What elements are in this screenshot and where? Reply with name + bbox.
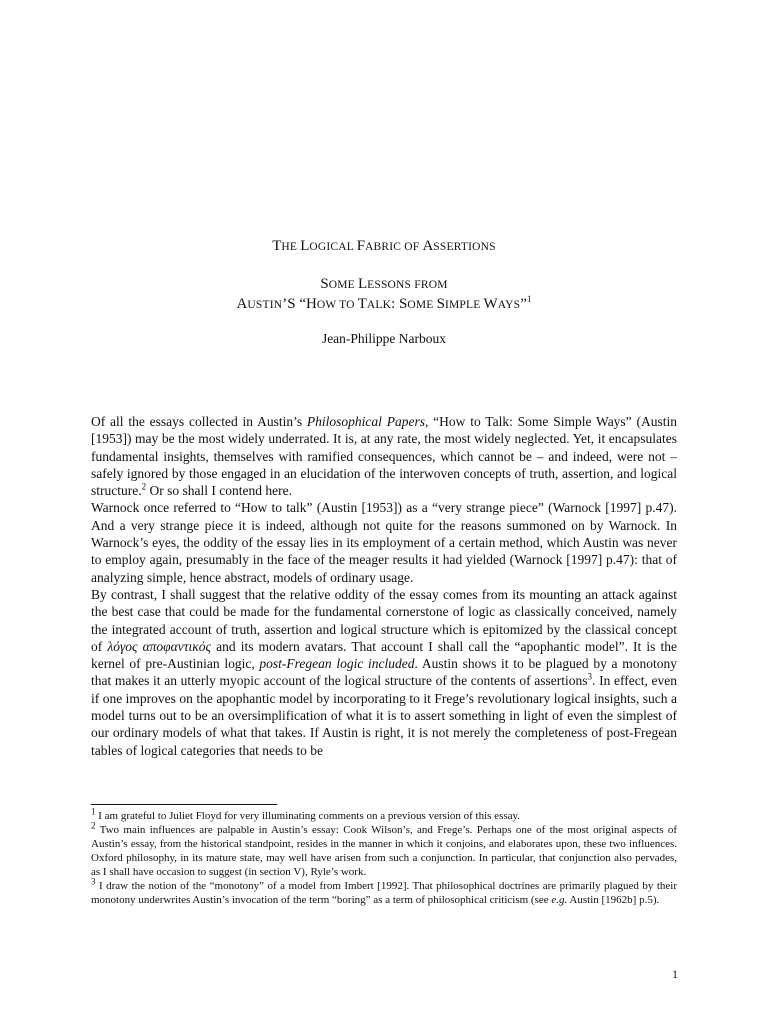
paper-subtitle-line-2: AUSTIN’S “HOW TO TALK: SOME SIMPLE WAYS”$^1$ [236,294,532,312]
footnote-marker-1: 1 [526,294,532,304]
paragraph-3: By contrast, I shall suggest that the relative oddity of the essay comes from its mounting an attack against the best case that could be made for the fundamental cornerstone of logic as classically conceived, namely the integrated account of truth, assertion and logical structure which is epitomized by the classical concept of λόγος αποφαντικός and its modern avatars. That account I shall call the “apophantic model”. It is the kernel of pre-Austinian logic, post-Fregean logic included. Austin shows it to be plagued by a monotony that makes it an utterly myopic account of the logical structure of the contents of assertions$^3$. In effect, even if one improves on the apophantic model by incorporating to it Frege’s revolutionary logical insights, such a model turns out to be an oversimplification of what it is to assert something in light of even the simplest of our ordinary models of what that takes. If Austin is right, it is not merely the completeness of post-Fregean tables of logical categories that needs to be [91,586,677,758]
paragraph-1: Of all the essays collected in Austin’s Philosophical Papers, “How to Talk: Some Simple Ways” (Austin [1953]) may be the most widely underrated. It is, at any rate, the most widely neglected. Yet, it encapsulates fundamental insights, themselves with ramified consequences, which cannot be – and indeed, were not – safely ignored by those engaged in an elucidation of the interwoven concepts of truth, assertion, and logical structure.$^2$ Or so shall I contend here. [91,414,677,499]
footnote-3: $^3$ I draw the notion of the “monotony” of a model from Imbert [1992]. That philosophical doctrines are primarily plagued by their monotony underwrites Austin’s invocation of the term “boring” as a term of philosophical criticism (see e.g. Austin [1962b] p.5). [91,876,677,906]
paper-subtitle-line-1: SOME LESSONS FROM [320,276,448,292]
footnote-1: $^1$ I am grateful to Juliet Floyd for very illuminating comments on a previous version of this essay. [91,806,521,822]
body-text [91,413,677,759]
footnote-marker-3: 3 [587,671,593,682]
footnotes [91,806,677,907]
footnote-2: $^2$ Two main influences are palpable in Austin’s essay: Cook Wilson’s, and Frege’s. Perhaps one of the most original aspects of Austin’s essay, from the historical standpoint, resides in the manner in which it conjoins, and elaborates upon, these two influences. Oxford philosophy, in its mature state, may well have arisen from such a conjunction. In particular, that conjunction also pervades, as I shall have occasion to suggest (in section V), Ryle’s work. [91,820,677,878]
footnote-marker-2: 2 [141,481,147,492]
footnote-separator [91,804,277,805]
paragraph-2: Warnock once referred to “How to talk” (Austin [1953]) as a “very strange piece” (Warnock [1997] p.47). And a very strange piece it is indeed, although not quite for the reasons summoned on by Warnock. In Warnock’s eyes, the oddity of the essay lies in its employment of a certain method, which Austin was never to employ again, presumably in the face of the meager results it had yielded (Warnock [1997] p.47): that of analyzing simple, hence abstract, models of ordinary usage. [91,500,677,585]
page-number: 1 [672,967,678,981]
author-name: Jean-Philippe Narboux [321,331,447,346]
paper-title: THE LOGICAL FABRIC OF ASSERTIONS [272,238,496,254]
